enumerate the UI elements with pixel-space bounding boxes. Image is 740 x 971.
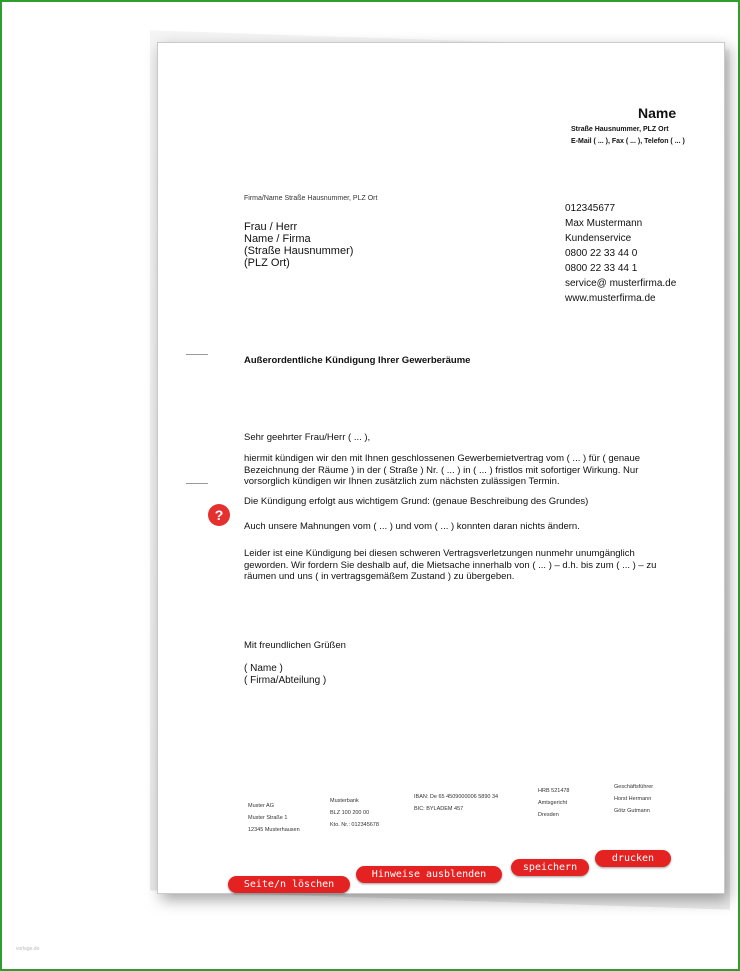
fold-mark <box>186 483 208 484</box>
footer-management <box>614 781 653 817</box>
footer-line: Götz Gutmann <box>614 808 650 814</box>
save-button[interactable]: speichern <box>511 859 589 876</box>
body-paragraph: hiermit kündigen wir den mit Ihnen geschlossenen Gewerbemietvertrag vom ( ... ) für ( genaue Bezeichnung der Räume ) in der ( Straße ) Nr. ( ... ) in ( ... ) fristlos mit sofortiger Wirkung. Nur vorsorglich kündigen wir Ihnen zusätzlich zum nächsten zulässigen Termin. <box>244 453 641 487</box>
contact-reference: 012345677 <box>565 203 616 214</box>
signature-department: ( Firma/Abteilung ) <box>244 675 327 686</box>
sender-address: Straße Hausnummer, PLZ Ort <box>571 126 669 133</box>
footer-line: Horst Hermann <box>614 796 652 802</box>
footer-line: Musterbank <box>330 798 359 804</box>
recipient-address <box>244 221 353 269</box>
letter-page <box>157 42 725 894</box>
contact-website: www.musterfirma.de <box>565 293 656 304</box>
delete-pages-button[interactable]: Seite/n löschen <box>228 876 350 893</box>
contact-block <box>565 201 676 306</box>
footer-bank <box>330 795 379 831</box>
recipient-line: (PLZ Ort) <box>244 257 290 269</box>
footer-line: Muster AG <box>248 803 274 809</box>
hide-hints-button[interactable]: Hinweise ausblenden <box>356 866 502 883</box>
closing-phrase: Mit freundlichen Grüßen <box>244 640 346 651</box>
footer-line: Amtsgericht <box>538 800 568 806</box>
signature-name: ( Name ) <box>244 663 283 674</box>
recipient-line: Name / Firma <box>244 233 311 245</box>
watermark: vorlage.de <box>16 946 40 952</box>
return-address-line: Firma/Name Straße Hausnummer, PLZ Ort <box>244 195 378 202</box>
sender-contact: E-Mail ( ... ), Fax ( ... ), Telefon ( ... ) <box>571 138 685 145</box>
letter-subject: Außerordentliche Kündigung Ihrer Gewerberäume <box>244 355 471 366</box>
question-mark-icon[interactable]: ? <box>208 504 230 526</box>
body-paragraph: Die Kündigung erfolgt aus wichtigem Grund: (genaue Beschreibung des Grundes) <box>244 496 589 507</box>
contact-department: Kundenservice <box>565 233 632 244</box>
footer-line: BIC: BYLADEM 457 <box>414 806 464 812</box>
contact-person: Max Mustermann <box>565 218 643 229</box>
recipient-line: (Straße Hausnummer) <box>244 245 354 257</box>
footer-line: BLZ 100 200 00 <box>330 810 370 816</box>
print-button[interactable]: drucken <box>595 850 671 867</box>
salutation: Sehr geehrter Frau/Herr ( ... ), <box>244 432 371 443</box>
footer-line: Dresden <box>538 812 559 818</box>
contact-fax: 0800 22 33 44 1 <box>565 263 638 274</box>
contact-email: service@ musterfirma.de <box>565 278 677 289</box>
sender-name: Name <box>638 105 677 121</box>
footer-line: IBAN: De 65 4509000006 5890 34 <box>414 794 499 800</box>
footer-line: HRB 521478 <box>538 788 570 794</box>
footer-line: Geschäftsführer <box>614 784 654 790</box>
footer-company <box>248 800 300 836</box>
body-paragraph: Auch unsere Mahnungen vom ( ... ) und vom ( ... ) konnten daran nichts ändern. <box>244 521 580 532</box>
fold-mark <box>186 354 208 355</box>
footer-iban <box>414 791 498 815</box>
contact-phone: 0800 22 33 44 0 <box>565 248 638 259</box>
body-paragraph: Leider ist eine Kündigung bei diesen schweren Vertragsverletzungen nunmehr unumgänglich geworden. Wir fordern Sie deshalb auf, die Mietsache innerhalb von ( ... ) – d.h. bis zum ( ... ) – zu räumen und uns ( in vertragsgemäßem Zustand ) zu übergeben. <box>244 548 657 582</box>
footer-line: Muster Straße 1 <box>248 815 288 821</box>
signature-block <box>244 663 326 687</box>
footer-register <box>538 785 570 821</box>
recipient-line: Frau / Herr <box>244 221 298 233</box>
footer-line: Kto. Nr.: 012345678 <box>330 822 379 828</box>
footer-line: 12345 Musterhausen <box>248 827 300 833</box>
